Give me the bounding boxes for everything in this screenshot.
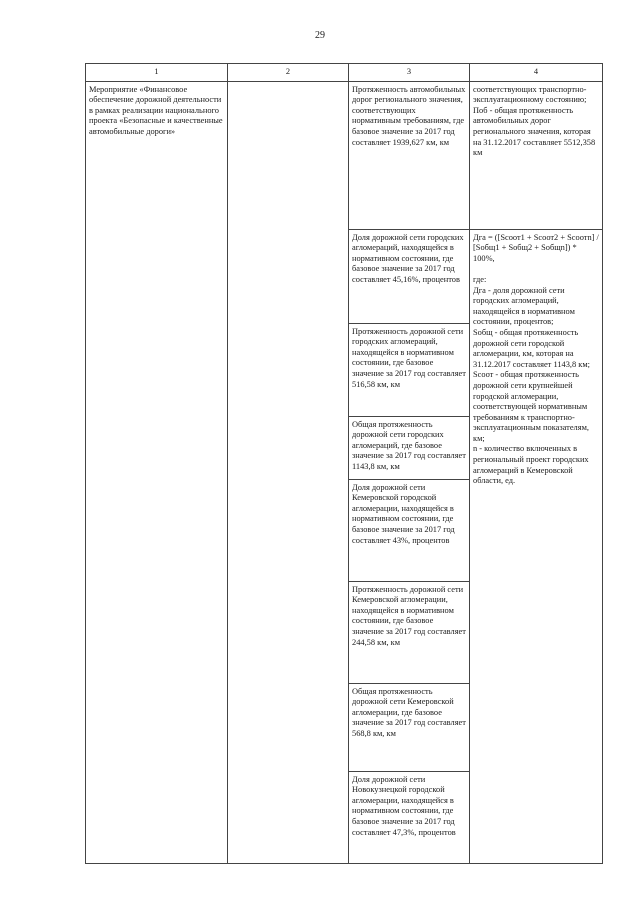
indicator-cell bbox=[349, 479, 470, 581]
header-col-1: 1 bbox=[86, 64, 228, 82]
indicator-cell bbox=[349, 771, 470, 863]
indicator-text: Общая протяженность дорожной сети Кемеровской агломерации, где базовое значение за 2017 год составляет 568,8 км, км bbox=[352, 686, 466, 738]
measure-cell bbox=[86, 81, 228, 863]
indicator-cell bbox=[349, 323, 470, 416]
indicator-cell bbox=[349, 229, 470, 323]
indicator-text: Доля дорожной сети городских агломераций, находящейся в нормативном состоянии, где базовое значение за 2017 год составляет 45,16%, процентов bbox=[352, 232, 464, 284]
col2-cell bbox=[228, 81, 349, 863]
formula-text: соответствующих транспортно-эксплуатационному состоянию; Поб - общая протяженность автомобильных дорог регионального значения, которая на 31.12.2017 составляет 5512,358 км bbox=[473, 84, 596, 158]
indicator-text: Протяженность дорожной сети Кемеровской агломерации, находящейся в нормативном состоянии, где базовое значение за 2017 год составляет 244,58 км, км bbox=[352, 584, 466, 647]
indicator-text: Общая протяженность дорожной сети городских агломераций, где базовое значение за 2017 год составляет 1143,8 км, км bbox=[352, 419, 466, 471]
formula-text: Дга = ([Sсоот1 + Sсоот2 + Sсоотn] / [Sобщ1 + Sобщ2 + Sобщn]) * 100%, где: Дга - доля дорожной сети городских агломераций, находящейся в нормативном состоянии, процентов; Sобщ - общая протяженность дорожной сети городской агломерации, км, которая на 31.12.2017 составляет 1143,8 км; Sсоот - общая протяженность дорожной сети крупнейшей городской агломерации, соответствующей нормативным требованиям к транспортно-эксплуатационным показателям, км; n - количество включенных в региональный проект городских агломераций в Кемеровской области, ед. bbox=[473, 232, 599, 486]
indicator-cell bbox=[349, 81, 470, 229]
indicator-cell bbox=[349, 416, 470, 479]
indicator-cell bbox=[349, 581, 470, 683]
header-col-3: 3 bbox=[349, 64, 470, 82]
formula-cell bbox=[470, 229, 603, 863]
indicator-text: Протяженность автомобильных дорог регионального значения, соответствующих нормативным требованиям, где базовое значение за 2017 год составляет 1939,627 км, км bbox=[352, 84, 466, 147]
header-col-2: 2 bbox=[228, 64, 349, 82]
indicators-table bbox=[85, 63, 603, 864]
indicator-text: Протяженность дорожной сети городских агломераций, находящейся в нормативном состоянии, где базовое значение за 2017 год составляет 516,58 км, км bbox=[352, 326, 466, 389]
header-col-4: 4 bbox=[470, 64, 603, 82]
page-number: 29 bbox=[315, 30, 325, 41]
measure-text: Мероприятие «Финансовое обеспечение дорожной деятельности в рамках реализации национального проекта «Безопасные и качественные автомобильные дороги» bbox=[89, 84, 223, 136]
indicator-cell bbox=[349, 683, 470, 771]
indicator-text: Доля дорожной сети Новокузнецкой городской агломерации, находящейся в нормативном состоянии, где базовое значение за 2017 год составляет 47,3%, процентов bbox=[352, 774, 456, 837]
indicator-text: Доля дорожной сети Кемеровской городской агломерации, находящейся в нормативном состоянии, где базовое значение за 2017 год составляет 43%, процентов bbox=[352, 482, 455, 545]
table-row bbox=[86, 81, 603, 229]
table-header-row bbox=[86, 64, 603, 82]
formula-cell bbox=[470, 81, 603, 229]
